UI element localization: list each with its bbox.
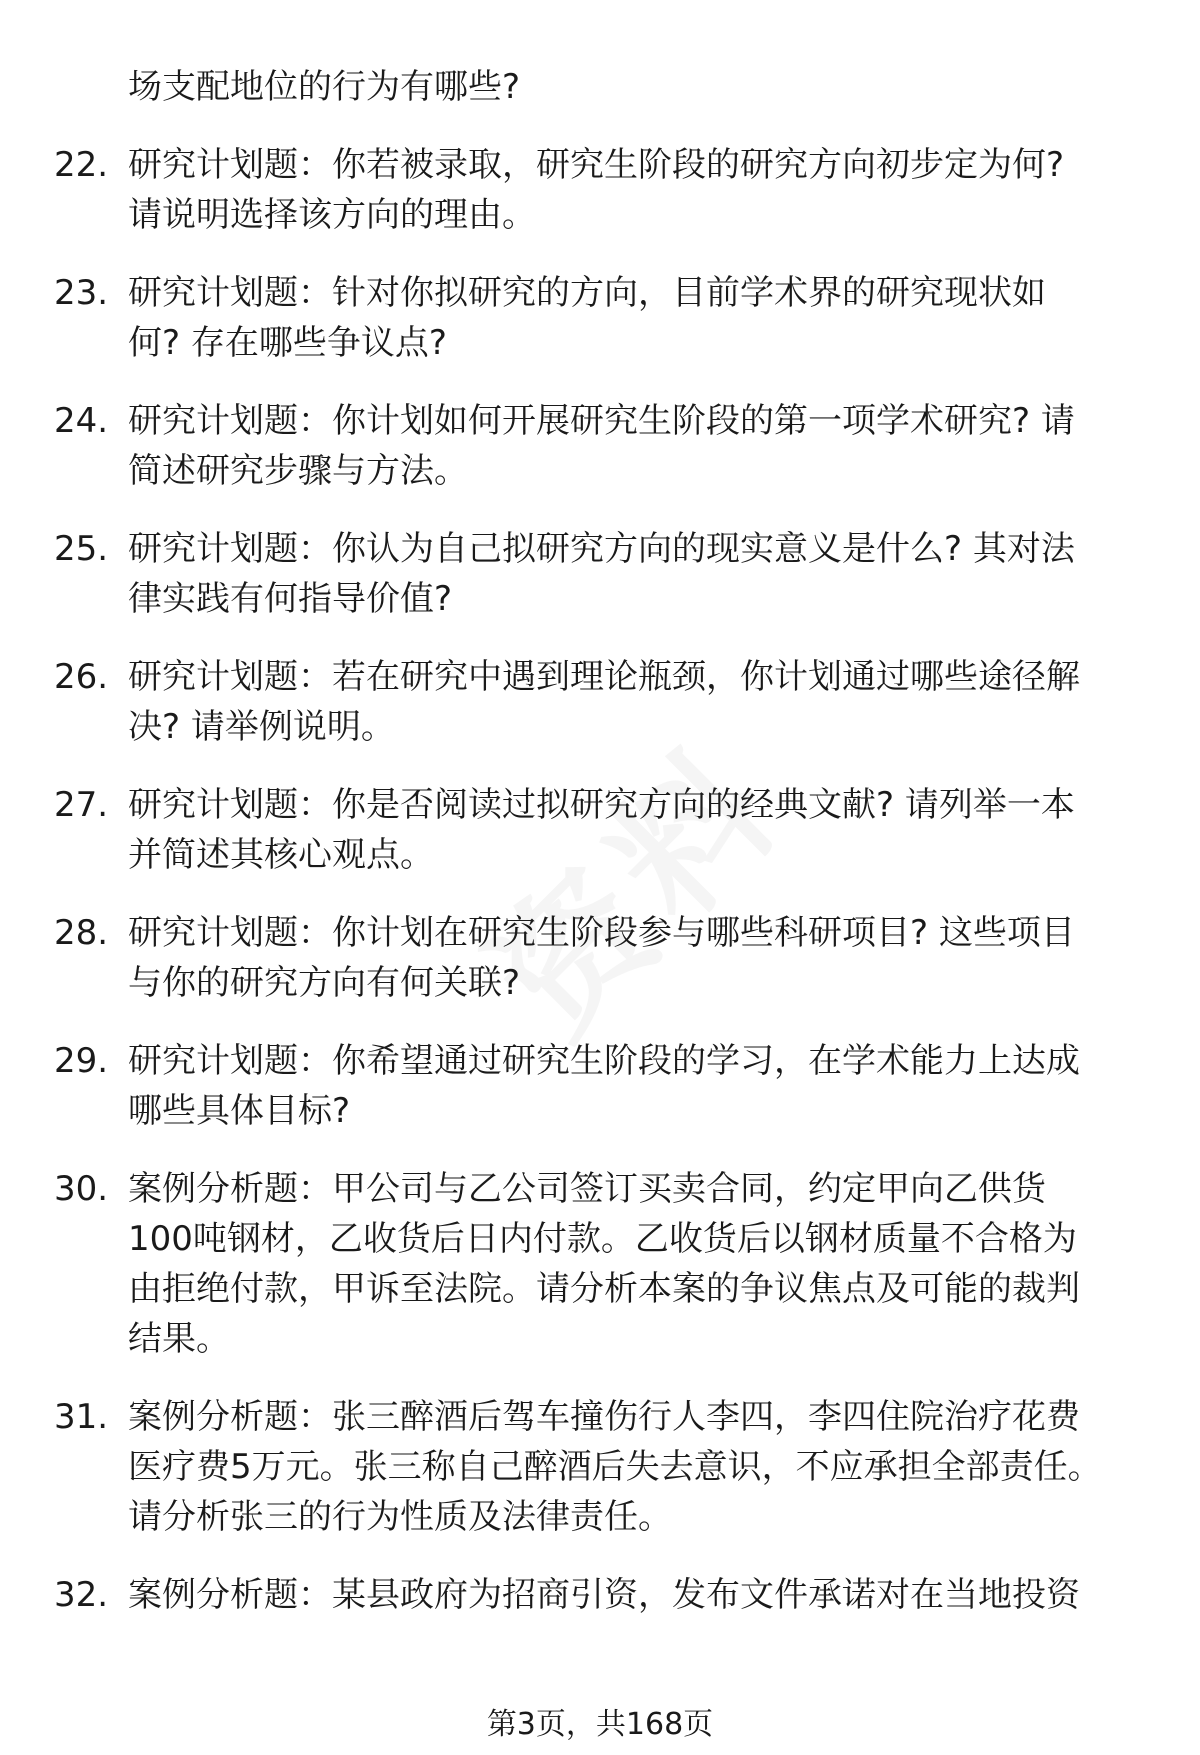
text-line: 研究计划题：你若被录取，研究生阶段的研究方向初步定为何?	[128, 145, 1065, 185]
question-item-22	[0, 140, 1200, 240]
text-line: 研究计划题：若在研究中遇到理论瓶颈，你计划通过哪些途径解	[128, 657, 1080, 697]
text-line: 请分析张三的行为性质及法律责任。	[128, 1497, 672, 1537]
text-line: 律实践有何指导价值?	[128, 579, 453, 619]
text-line: 研究计划题：针对你拟研究的方向，目前学术界的研究现状如	[128, 273, 1046, 313]
question-number: 32.	[54, 1575, 109, 1615]
text-line: 研究计划题：你希望通过研究生阶段的学习，在学术能力上达成	[128, 1041, 1080, 1081]
text-line: 研究计划题：你是否阅读过拟研究方向的经典文献? 请列举一本	[128, 785, 1075, 825]
text-line: 100吨钢材，乙收货后日内付款。乙收货后以钢材质量不合格为	[128, 1219, 1077, 1259]
text-line: 何? 存在哪些争议点?	[128, 323, 447, 363]
question-item-25	[0, 524, 1200, 624]
text-line: 案例分析题：张三醉酒后驾车撞伤行人李四，李四住院治疗花费	[128, 1397, 1080, 1437]
text-line: 哪些具体目标?	[128, 1091, 351, 1131]
continuation-text	[0, 62, 1200, 112]
question-item-28	[0, 908, 1200, 1008]
text-line: 研究计划题：你计划如何开展研究生阶段的第一项学术研究? 请	[128, 401, 1075, 441]
page-footer: 第3页，共168页	[486, 1707, 714, 1742]
question-item-29	[0, 1036, 1200, 1136]
question-number: 24.	[54, 401, 109, 441]
text-line: 案例分析题：某县政府为招商引资，发布文件承诺对在当地投资	[128, 1575, 1080, 1615]
text-line: 医疗费5万元。张三称自己醉酒后失去意识，不应承担全部责任。	[128, 1447, 1102, 1487]
text-line: 场支配地位的行为有哪些?	[128, 67, 521, 107]
question-number: 25.	[54, 529, 109, 569]
question-number: 30.	[54, 1169, 109, 1209]
text-line: 研究计划题：你计划在研究生阶段参与哪些科研项目? 这些项目	[128, 913, 1075, 953]
question-number: 26.	[54, 657, 109, 697]
question-number: 22.	[54, 145, 109, 185]
question-number: 28.	[54, 913, 109, 953]
question-list	[0, 62, 1200, 1620]
text-line: 案例分析题：甲公司与乙公司签订买卖合同，约定甲向乙供货	[128, 1169, 1046, 1209]
question-number: 29.	[54, 1041, 109, 1081]
question-number: 23.	[54, 273, 109, 313]
question-item-32	[0, 1570, 1200, 1620]
text-line: 由拒绝付款，甲诉至法院。请分析本案的争议焦点及可能的裁判	[128, 1269, 1080, 1309]
text-line: 简述研究步骤与方法。	[128, 451, 468, 491]
question-item-31	[0, 1392, 1200, 1542]
question-number: 27.	[54, 785, 109, 825]
text-line: 并简述其核心观点。	[128, 835, 434, 875]
text-line: 研究计划题：你认为自己拟研究方向的现实意义是什么? 其对法	[128, 529, 1075, 569]
text-line: 决? 请举例说明。	[128, 707, 395, 747]
question-item-27	[0, 780, 1200, 880]
question-number: 31.	[54, 1397, 109, 1437]
text-line: 结果。	[128, 1319, 230, 1359]
question-item-24	[0, 396, 1200, 496]
question-item-23	[0, 268, 1200, 368]
text-line: 请说明选择该方向的理由。	[128, 195, 536, 235]
question-item-30	[0, 1164, 1200, 1364]
text-line: 与你的研究方向有何关联?	[128, 963, 521, 1003]
question-item-26	[0, 652, 1200, 752]
